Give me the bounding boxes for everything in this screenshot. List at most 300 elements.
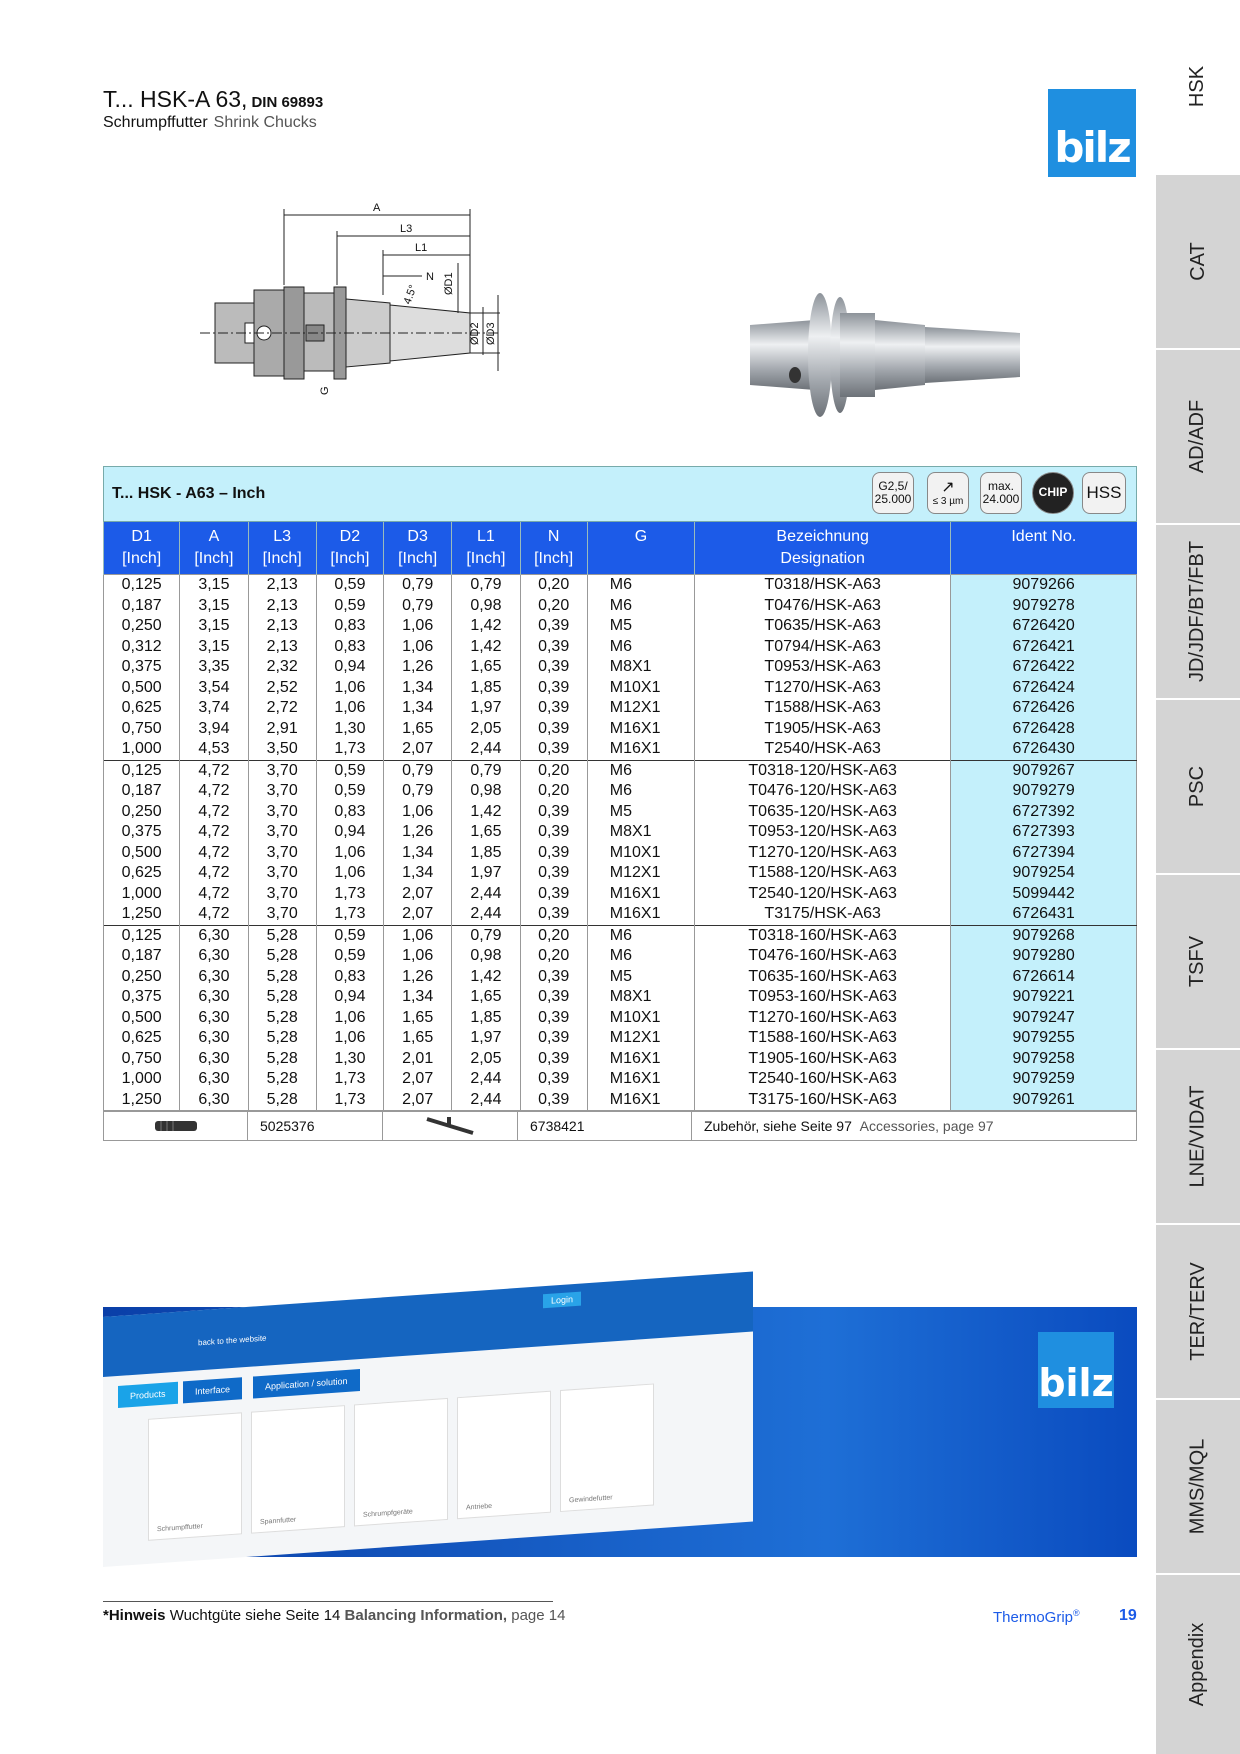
table-cell: 0,39 [520,884,587,905]
product-table [103,466,1137,1141]
table-cell: 0,750 [104,1049,180,1070]
table-cell: 0,39 [520,1028,587,1049]
table-cell: M10X1 [587,1008,694,1029]
table-cell: 0,20 [520,575,587,596]
table-cell: T1905-160/HSK-A63 [695,1049,951,1070]
table-cell: 0,39 [520,1069,587,1090]
table-row [104,678,1137,699]
table-cell: 2,52 [248,678,316,699]
side-tab-jd[interactable] [1156,525,1240,700]
side-tabs [1156,0,1240,1754]
table-cell: 2,32 [248,657,316,678]
table-cell: 0,39 [520,616,587,637]
column-header [695,522,951,575]
banner-tab-products[interactable]: Products [118,1382,178,1408]
table-cell: 0,20 [520,781,587,802]
table-cell: 4,53 [180,739,248,760]
table-cell: M16X1 [587,1069,694,1090]
table-cell: 6726422 [951,657,1137,678]
table-cell: 0,125 [104,760,180,781]
subtitle-de: Schrumpffutter [103,114,208,131]
table-cell: T3175/HSK-A63 [695,904,951,925]
screw-ident: 5025376 [248,1112,383,1140]
card-label: Gewindefutter [569,1494,613,1505]
column-header-line2 [588,548,694,570]
table-row [104,863,1137,884]
table-cell: 0,750 [104,719,180,740]
table-cell: 1,06 [316,863,383,884]
banner-card [251,1405,345,1534]
side-tab-tsfv[interactable] [1156,875,1240,1050]
accessories-row [103,1111,1137,1141]
table-cell: M6 [587,637,694,658]
table-cell: 1,97 [452,863,520,884]
table-row [104,1028,1137,1049]
table-cell: T1270-160/HSK-A63 [695,1008,951,1029]
table-cell: 0,625 [104,863,180,884]
technical-drawing [200,195,560,430]
table-cell: 0,625 [104,1028,180,1049]
table-cell: 2,05 [452,719,520,740]
table-cell: 3,54 [180,678,248,699]
product-photo [745,285,1025,425]
banner-card [457,1391,551,1520]
table-cell: M6 [587,596,694,617]
table-cell: 0,125 [104,925,180,946]
table-cell: 1,65 [452,657,520,678]
table-cell: T2540-120/HSK-A63 [695,884,951,905]
table-row [104,802,1137,823]
table-cell: 1,250 [104,1090,180,1111]
table-cell: 1,73 [316,739,383,760]
table-cell: 1,30 [316,1049,383,1070]
table-cell: 6727394 [951,843,1137,864]
page-title [103,86,323,113]
column-header-line1: L3 [273,528,292,545]
table-row [104,987,1137,1008]
table-cell: 4,72 [180,822,248,843]
login-button[interactable]: Login [543,1292,581,1309]
table-cell: 5,28 [248,1008,316,1029]
table-cell: 0,39 [520,657,587,678]
side-tab-label: LNE/VIDAT [1186,1085,1209,1188]
column-header [180,522,248,575]
table-cell: 0,250 [104,616,180,637]
table-cell: T0635-160/HSK-A63 [695,967,951,988]
table-cell: 4,72 [180,843,248,864]
table-cell: M8X1 [587,657,694,678]
table-cell: M6 [587,781,694,802]
table-cell: 1,65 [384,1028,452,1049]
table-cell: 1,73 [316,1069,383,1090]
banner-tab-interface[interactable]: Interface [183,1377,242,1403]
dim-l3: L3 [400,223,413,235]
table-cell: 0,59 [316,575,383,596]
footnote-de: Wuchtgüte siehe Seite 14 [169,1607,341,1624]
table-cell: 1,97 [452,1028,520,1049]
table-cell: M10X1 [587,843,694,864]
table-cell: 0,312 [104,637,180,658]
table-cell: T0476-120/HSK-A63 [695,781,951,802]
table-cell: T0476/HSK-A63 [695,596,951,617]
table-cell: 3,70 [248,802,316,823]
table-cell: 0,39 [520,739,587,760]
din-label: DIN 69893 [251,94,324,111]
table-cell: 6726430 [951,739,1137,760]
table-row [104,575,1137,596]
table-cell: 6,30 [180,925,248,946]
table-cell: 9079254 [951,863,1137,884]
dim-a: A [373,202,381,214]
table-cell: 5,28 [248,925,316,946]
chip-badge [1032,472,1074,514]
column-header [587,522,694,575]
card-label: Schrumpffutter [157,1523,203,1534]
badge-line: 24.000 [982,492,1020,506]
table-cell: 0,39 [520,843,587,864]
dim-d1: ØD1 [443,272,455,295]
side-tab-label: TSFV [1186,935,1209,988]
table-row [104,781,1137,802]
table-cell: 3,70 [248,781,316,802]
web-banner [103,1294,1137,1557]
table-cell: 6726426 [951,698,1137,719]
table-cell: 2,13 [248,637,316,658]
table-cell: 0,187 [104,946,180,967]
table-cell: M8X1 [587,987,694,1008]
table-cell: M6 [587,925,694,946]
table-cell: 9079266 [951,575,1137,596]
table-cell: 0,39 [520,822,587,843]
table-cell: 4,72 [180,802,248,823]
table-cell: 2,07 [384,904,452,925]
table-cell: 5,28 [248,1049,316,1070]
table-cell: 0,94 [316,822,383,843]
table-cell: 1,250 [104,904,180,925]
badge-line: ≤ 3 µm [932,496,964,508]
table-cell: 0,375 [104,822,180,843]
table-cell: 1,85 [452,843,520,864]
side-tab-label: Appendix [1186,1622,1209,1707]
table-cell: 2,07 [384,739,452,760]
table-cell: 6726421 [951,637,1137,658]
table-cell: 1,06 [316,843,383,864]
table-cell: 5,28 [248,946,316,967]
column-header-line1: D3 [407,528,428,545]
table-cell: 0,500 [104,843,180,864]
table-cell: 1,06 [316,1028,383,1049]
side-tab-lne[interactable] [1156,1050,1240,1225]
table-cell: 0,39 [520,1049,587,1070]
table-cell: 1,26 [384,822,452,843]
table-cell: 1,42 [452,967,520,988]
table-cell: 1,000 [104,884,180,905]
badge-line: CHIP [1038,485,1068,500]
table-row [104,1049,1137,1070]
table-cell: 0,83 [316,637,383,658]
column-header-line2: [Inch] [534,550,574,567]
table-cell: 1,65 [452,987,520,1008]
footnote-bold: *Hinweis [103,1607,166,1624]
side-tab-cat[interactable] [1156,175,1240,350]
table-cell: M16X1 [587,1049,694,1070]
column-header-line2 [951,548,1136,570]
table-cell: M6 [587,946,694,967]
table-cell: 2,07 [384,884,452,905]
table-cell: 0,39 [520,678,587,699]
column-header-line2: [Inch] [330,550,370,567]
table-row [104,1008,1137,1029]
table-cell: 3,70 [248,904,316,925]
table-cell: 6,30 [180,1028,248,1049]
page-title-text: T... HSK-A 63, [103,86,248,112]
table-cell: 9079247 [951,1008,1137,1029]
table-cell: 1,97 [452,698,520,719]
table-cell: 0,375 [104,657,180,678]
table-cell: M16X1 [587,884,694,905]
table-cell: 0,39 [520,863,587,884]
table-cell: T1905/HSK-A63 [695,719,951,740]
table-cell: M6 [587,760,694,781]
table-cell: 0,39 [520,987,587,1008]
table-cell: 1,06 [316,698,383,719]
table-cell: T0318-160/HSK-A63 [695,925,951,946]
table-cell: 4,72 [180,884,248,905]
table-cell: 2,05 [452,1049,520,1070]
table-cell: 1,06 [316,678,383,699]
brand-text: ThermoGrip [993,1609,1074,1626]
table-cell: 1,65 [384,719,452,740]
table-cell: 2,13 [248,596,316,617]
accessories-note-de: Zubehör, siehe Seite 97 [704,1118,852,1134]
table-cell: 0,187 [104,781,180,802]
table-cell: 1,42 [452,802,520,823]
table-cell: 1,06 [384,802,452,823]
table-cell: 0,79 [384,575,452,596]
table-cell: 0,39 [520,967,587,988]
page-number: 19 [1119,1607,1137,1624]
key-image [383,1112,518,1140]
brand-name [993,1608,1080,1626]
runout-badge [927,472,969,514]
table-cell: 9079268 [951,925,1137,946]
table-cell: 0,39 [520,719,587,740]
table-cell: M5 [587,616,694,637]
table-row [104,739,1137,760]
table-cell: 1,06 [384,946,452,967]
table-cell: 3,74 [180,698,248,719]
table-cell: 6,30 [180,1069,248,1090]
table-row [104,967,1137,988]
table-cell: 1,73 [316,904,383,925]
table-cell: 1,06 [384,637,452,658]
table-cell: 1,85 [452,678,520,699]
table-cell: 1,06 [384,925,452,946]
column-header-line2: [Inch] [262,550,302,567]
dim-n: N [426,271,434,283]
table-cell: 0,375 [104,987,180,1008]
table-cell: 1,26 [384,657,452,678]
table-cell: 6726424 [951,678,1137,699]
table-cell: M12X1 [587,863,694,884]
table-header-row [104,522,1137,575]
table-cell: T0953-160/HSK-A63 [695,987,951,1008]
table-cell: T0476-160/HSK-A63 [695,946,951,967]
table-cell: 1,42 [452,637,520,658]
banner-tab-application[interactable]: Application / solution [253,1369,360,1398]
table-cell: 3,70 [248,884,316,905]
column-header-line1: G [634,528,648,545]
table-cell: 6,30 [180,1008,248,1029]
table-cell: 0,59 [316,760,383,781]
side-tab-label: HSK [1186,65,1209,108]
table-cell: 6,30 [180,987,248,1008]
table-cell: 1,34 [384,678,452,699]
table-cell: T0635/HSK-A63 [695,616,951,637]
table-cell: 0,20 [520,925,587,946]
table-row [104,843,1137,864]
table-cell: 1,34 [384,843,452,864]
table-body [104,575,1137,1111]
table-cell: 9079278 [951,596,1137,617]
table-cell: 3,70 [248,760,316,781]
table-row [104,884,1137,905]
banner-card [354,1398,448,1527]
table-cell: T0953/HSK-A63 [695,657,951,678]
banner-topbar [103,1272,753,1377]
table-cell: 1,73 [316,884,383,905]
registered-mark: ® [1073,1608,1080,1618]
footer-divider [103,1601,553,1602]
column-header [104,522,180,575]
table-cell: T1270/HSK-A63 [695,678,951,699]
table-cell: T1588/HSK-A63 [695,698,951,719]
hex-key-icon [423,1113,477,1139]
table-cell: M5 [587,802,694,823]
table-cell: T0318-120/HSK-A63 [695,760,951,781]
side-tab-hsk[interactable] [1156,0,1240,175]
table-cell: 9079261 [951,1090,1137,1111]
card-label: Spannfutter [260,1516,297,1527]
table-cell: 1,30 [316,719,383,740]
table-cell: 6,30 [180,946,248,967]
dim-l1: L1 [415,242,428,254]
table-row [104,822,1137,843]
footnote-en: page 14 [511,1607,566,1624]
table-cell: 9079259 [951,1069,1137,1090]
table-cell: 6,30 [180,1049,248,1070]
table-cell: 9079279 [951,781,1137,802]
table-cell: 0,59 [316,946,383,967]
footnote-en-bold: Balancing Information, [344,1607,508,1624]
side-tab-ad-adf[interactable] [1156,350,1240,525]
side-tab-label: JD/JDF/BT/FBT [1186,540,1209,683]
side-tab-label: CAT [1186,242,1209,281]
table-cell: 0,59 [316,925,383,946]
dim-d3: ØD3 [485,322,497,345]
table-cell: 2,01 [384,1049,452,1070]
table-cell: 1,34 [384,863,452,884]
table-cell: 0,39 [520,1090,587,1111]
set-screw-icon [153,1118,199,1134]
table-row [104,657,1137,678]
table-cell: 3,70 [248,822,316,843]
accessories-note [692,1112,1136,1140]
table-row [104,760,1137,781]
table-cell: 1,26 [384,967,452,988]
table-row [104,925,1137,946]
column-header-line1: D2 [339,528,361,545]
side-tab-label: AD/ADF [1186,399,1209,474]
card-label: Antriebe [466,1502,493,1512]
table-cell: 2,44 [452,739,520,760]
bilz-logo-banner [1038,1332,1114,1408]
table-cell: 3,15 [180,575,248,596]
table-cell: T1588-120/HSK-A63 [695,863,951,884]
column-header-line2: [Inch] [466,550,506,567]
table-cell: 0,125 [104,575,180,596]
table-cell: M5 [587,967,694,988]
arrow-icon: ↗ [941,478,955,496]
table-cell: 0,625 [104,698,180,719]
bilz-logo [1048,89,1136,177]
dim-g: G [319,386,331,395]
table-cell: 2,07 [384,1090,452,1111]
table-cell: 0,79 [384,596,452,617]
table-cell: 6726420 [951,616,1137,637]
table-row [104,1090,1137,1111]
table-cell: 0,98 [452,596,520,617]
side-tab-label: TER/TERV [1186,1262,1209,1361]
column-header [316,522,383,575]
table-cell: 1,85 [452,1008,520,1029]
table-cell: 0,39 [520,904,587,925]
side-tab-psc[interactable] [1156,700,1240,875]
table-cell: 0,39 [520,637,587,658]
table-cell: M8X1 [587,822,694,843]
column-header [248,522,316,575]
table-cell: M6 [587,575,694,596]
side-tab-ter[interactable] [1156,1225,1240,1400]
table-cell: 6,30 [180,967,248,988]
table-cell: 1,000 [104,1069,180,1090]
table-cell: 2,44 [452,904,520,925]
column-header-line1: A [208,528,220,545]
table-cell: 2,44 [452,1090,520,1111]
side-tab-appendix[interactable] [1156,1575,1240,1754]
table-cell: 2,07 [384,1069,452,1090]
table-row [104,637,1137,658]
hss-badge [1082,472,1126,514]
table-cell: 3,15 [180,616,248,637]
table-cell: 0,79 [384,781,452,802]
screw-image [104,1112,248,1140]
table-cell: M16X1 [587,719,694,740]
table-cell: 0,250 [104,802,180,823]
column-header-line2: [Inch] [398,550,438,567]
side-tab-mms[interactable] [1156,1400,1240,1575]
table-cell: 9079258 [951,1049,1137,1070]
column-header-line2: [Inch] [194,550,234,567]
table-cell: M16X1 [587,739,694,760]
table-cell: M12X1 [587,1028,694,1049]
banner-card [148,1412,242,1541]
back-link[interactable]: back to the website [198,1333,267,1348]
table-cell: 4,72 [180,904,248,925]
column-header [520,522,587,575]
table-cell: 6727393 [951,822,1137,843]
table-cell: 5,28 [248,1028,316,1049]
